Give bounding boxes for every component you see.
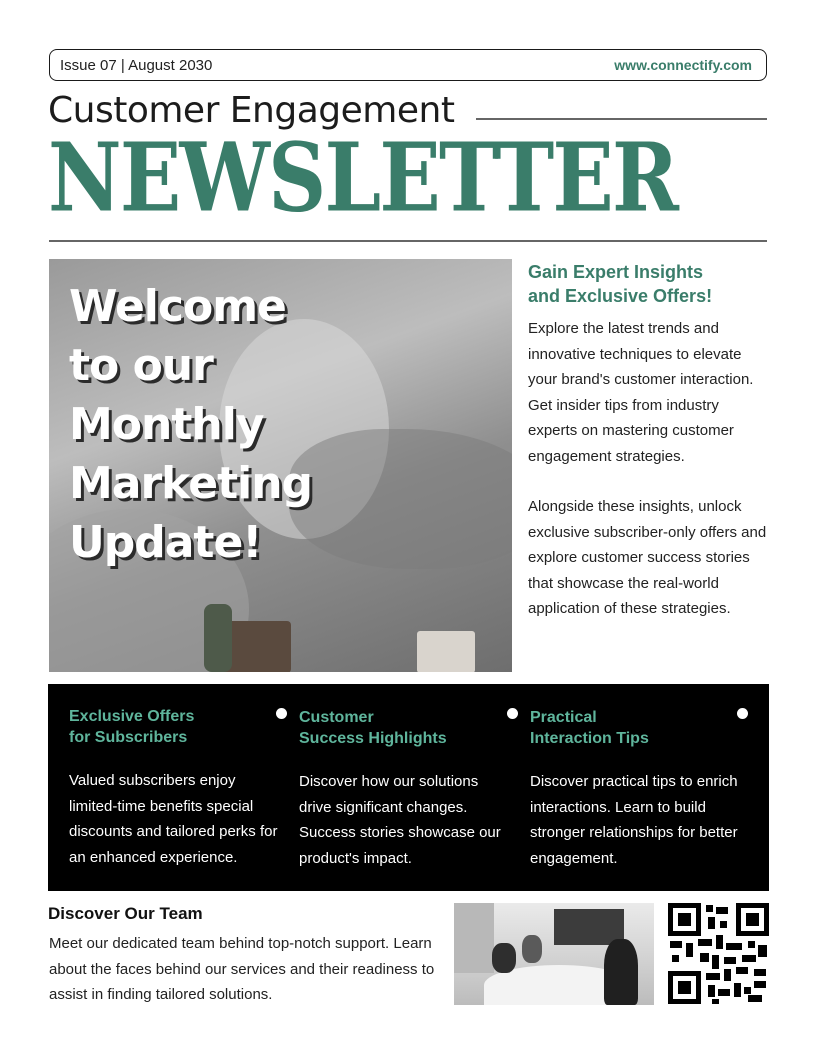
qr-finder <box>668 903 701 936</box>
feature-text: Valued subscribers enjoy limited-time benefits special discounts and tailored perks for an enhanced experience. <box>69 772 278 866</box>
qr-module <box>718 989 730 996</box>
qr-module <box>724 969 731 981</box>
kicker-divider <box>476 118 767 120</box>
person-shape <box>522 935 542 963</box>
qr-finder <box>668 971 701 1004</box>
qr-module <box>698 939 712 946</box>
qr-module <box>686 943 693 957</box>
qr-module <box>706 973 720 980</box>
window-shape <box>454 903 494 973</box>
qr-module <box>748 995 762 1002</box>
feature-text: Discover practical tips to enrich interactions. Learn to build stronger relationships for better engagement. <box>530 773 738 867</box>
feature-heading-line: Customer <box>299 709 374 726</box>
feature-heading <box>69 706 284 748</box>
feature-success-highlights <box>299 707 514 871</box>
dot-icon <box>507 708 518 719</box>
team-title: Discover Our Team <box>48 904 203 923</box>
qr-module <box>672 955 679 962</box>
qr-module <box>744 987 751 994</box>
qr-module <box>712 955 719 969</box>
hero-line: Welcome <box>69 281 286 332</box>
feature-interaction-tips <box>530 707 745 871</box>
qr-module <box>670 941 682 948</box>
insights-heading-line: and Exclusive Offers! <box>528 286 713 306</box>
feature-heading-line: Practical <box>530 709 597 726</box>
features-band <box>48 684 769 891</box>
hero-line: Update! <box>69 517 262 568</box>
qr-module <box>734 983 741 997</box>
qr-module <box>736 967 748 974</box>
paper-cup-image <box>417 631 475 672</box>
qr-module <box>712 999 719 1004</box>
feature-heading <box>530 707 745 749</box>
insights-paragraph: Explore the latest trends and innovative techniques to elevate your brand's customer interaction. Get insider tips from industry experts on mastering customer engagement strategies. <box>528 320 754 465</box>
insights-heading-line: Gain Expert Insights <box>528 262 704 282</box>
qr-module <box>716 907 728 914</box>
team-text: Meet our dedicated team behind top-notch support. Learn about the faces behind our services and their readiness to assist in finding tailored solutions. <box>49 935 435 1003</box>
insights-heading <box>528 260 768 308</box>
person-shape <box>492 943 516 973</box>
insights-paragraph: Alongside these insights, unlock exclusive subscriber-only offers and explore customer success stories that showcase the real-world application of these strategies. <box>528 498 767 617</box>
qr-module <box>758 945 767 957</box>
hero-line: to our <box>69 340 213 391</box>
qr-module <box>754 981 766 988</box>
plant-image <box>204 604 232 672</box>
feature-heading-line: for Subscribers <box>69 729 188 746</box>
feature-exclusive-offers <box>69 706 284 870</box>
qr-module <box>708 985 715 997</box>
qr-module <box>700 953 709 962</box>
hero-line: Monthly <box>69 399 264 450</box>
qr-finder <box>736 903 769 936</box>
insights-column <box>528 260 768 622</box>
feature-heading-line: Success Highlights <box>299 730 447 747</box>
hero-line: Marketing <box>69 458 313 509</box>
qr-module <box>724 957 736 964</box>
issue-bar <box>49 49 767 81</box>
person-shape <box>604 939 638 1005</box>
qr-module <box>708 917 715 929</box>
website-link[interactable]: www.connectify.com <box>614 57 752 73</box>
hero-image <box>49 259 512 672</box>
dot-icon <box>737 708 748 719</box>
qr-module <box>726 943 742 950</box>
qr-module <box>716 935 723 949</box>
feature-heading <box>299 707 514 749</box>
masthead-kicker: Customer Engagement <box>48 90 455 131</box>
hero-title <box>69 277 369 572</box>
qr-code-icon <box>668 903 769 1004</box>
qr-module <box>742 955 756 962</box>
qr-module <box>706 905 713 912</box>
masthead-title: NEWSLETTER <box>48 122 678 234</box>
feature-heading-line: Exclusive Offers <box>69 708 195 725</box>
qr-module <box>754 969 766 976</box>
issue-date: Issue 07 | August 2030 <box>60 56 213 74</box>
feature-heading-line: Interaction Tips <box>530 730 649 747</box>
feature-text: Discover how our solutions drive significant changes. Success stories showcase our product's impact. <box>299 773 501 867</box>
qr-module <box>748 941 755 948</box>
qr-module <box>720 921 727 928</box>
masthead-divider <box>49 240 767 242</box>
team-photo <box>454 903 654 1005</box>
dot-icon <box>276 708 287 719</box>
